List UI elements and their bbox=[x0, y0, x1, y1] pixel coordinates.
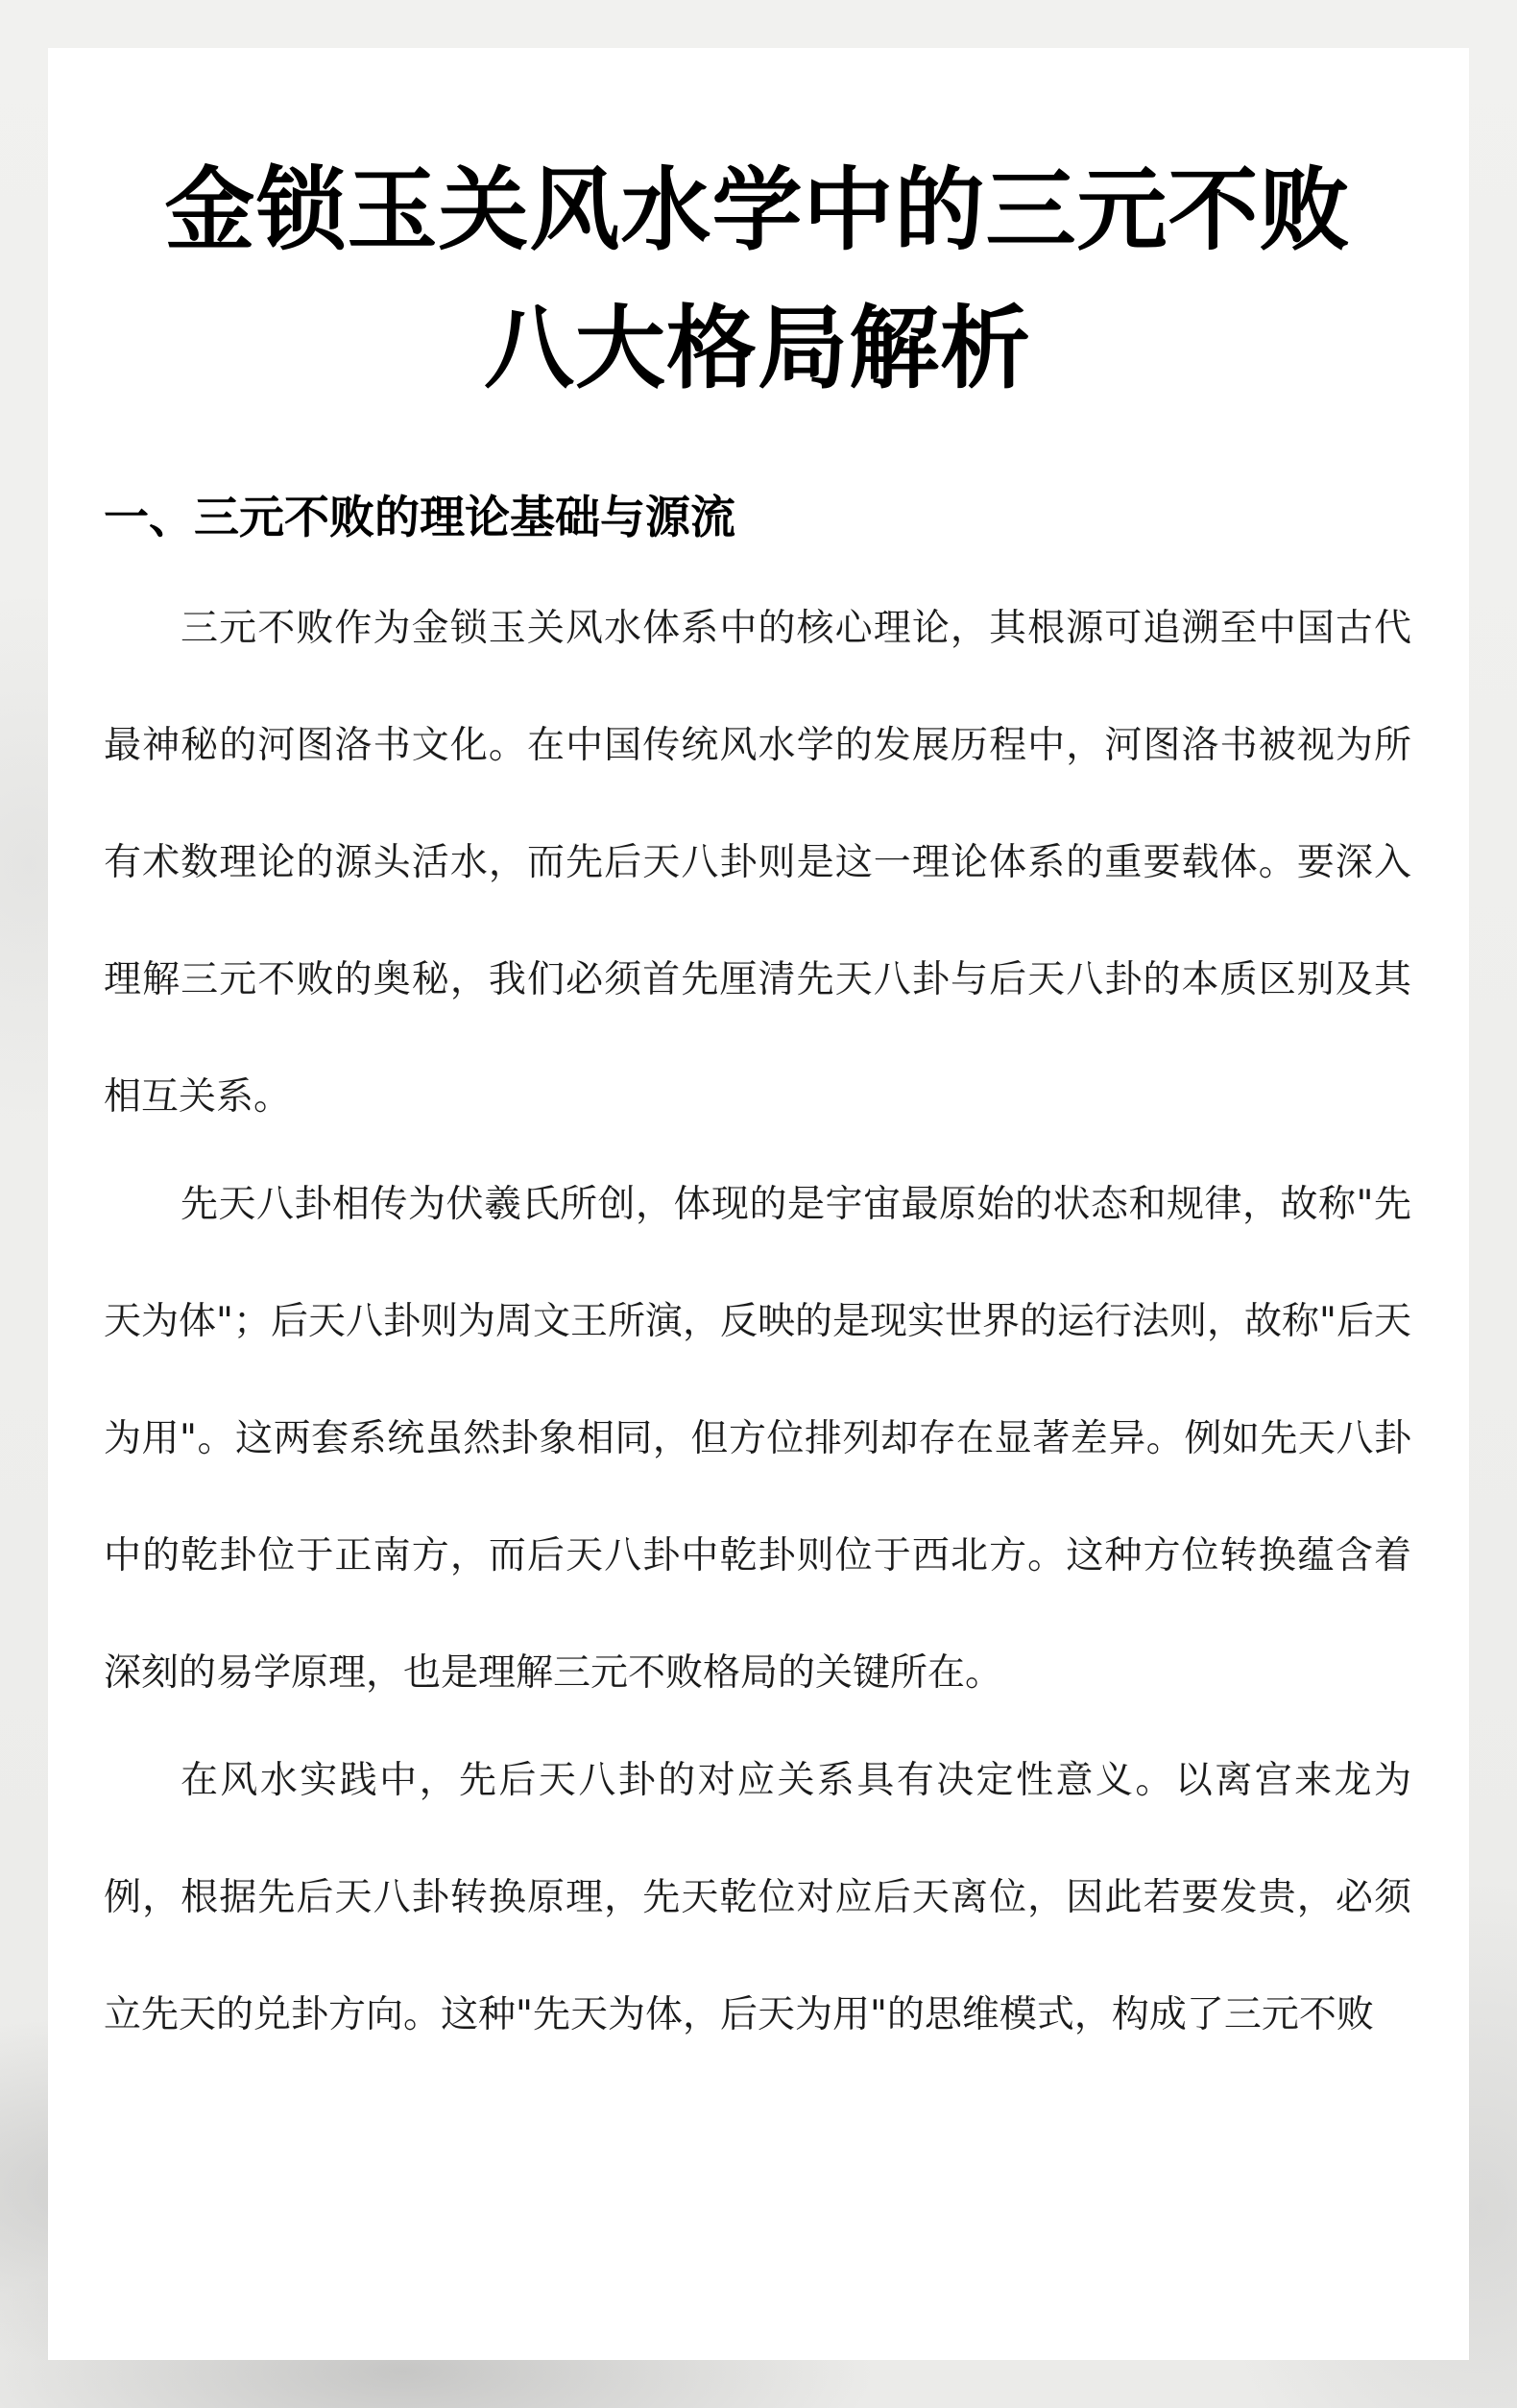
body-paragraph-2: 先天八卦相传为伏羲氏所创，体现的是宇宙最原始的状态和规律，故称"先天为体"；后天八卦则为周文王所演，反映的是现实世界的运行法则，故称"后天为用"。这两套系统虽然卦象相同，但方位排列却存在显著差异。例如先天八卦中的乾卦位于正南方，而后天八卦中乾卦则位于西北方。这种方位转换蕴含着深刻的易学原理，也是理解三元不败格局的关键所在。 bbox=[104, 1183, 1411, 1695]
body-paragraph-1: 三元不败作为金锁玉关风水体系中的核心理论，其根源可追溯至中国古代最神秘的河图洛书文化。在中国传统风水学的发展历程中，河图洛书被视为所有术数理论的源头活水，而先后天八卦则是这一理论体系的重要载体。要深入理解三元不败的奥秘，我们必须首先厘清先天八卦与后天八卦的本质区别及其相互关系。 bbox=[104, 607, 1411, 1119]
article-title-line-1: 金锁玉关风水学中的三元不败 bbox=[164, 158, 1351, 263]
article-title-line-2: 八大格局解析 bbox=[483, 297, 1031, 401]
article-page bbox=[48, 48, 1469, 2360]
body-paragraph-3: 在风水实践中，先后天八卦的对应关系具有决定性意义。以离宫来龙为例，根据先后天八卦转换原理，先天乾位对应后天离位，因此若要发贵，必须立先天的兑卦方向。这种"先天为体，后天为用"的思维模式，构成了三元不败 bbox=[104, 1759, 1411, 2036]
section-heading: 一、三元不败的理论基础与源流 bbox=[104, 492, 735, 544]
article-title bbox=[104, 142, 1411, 419]
